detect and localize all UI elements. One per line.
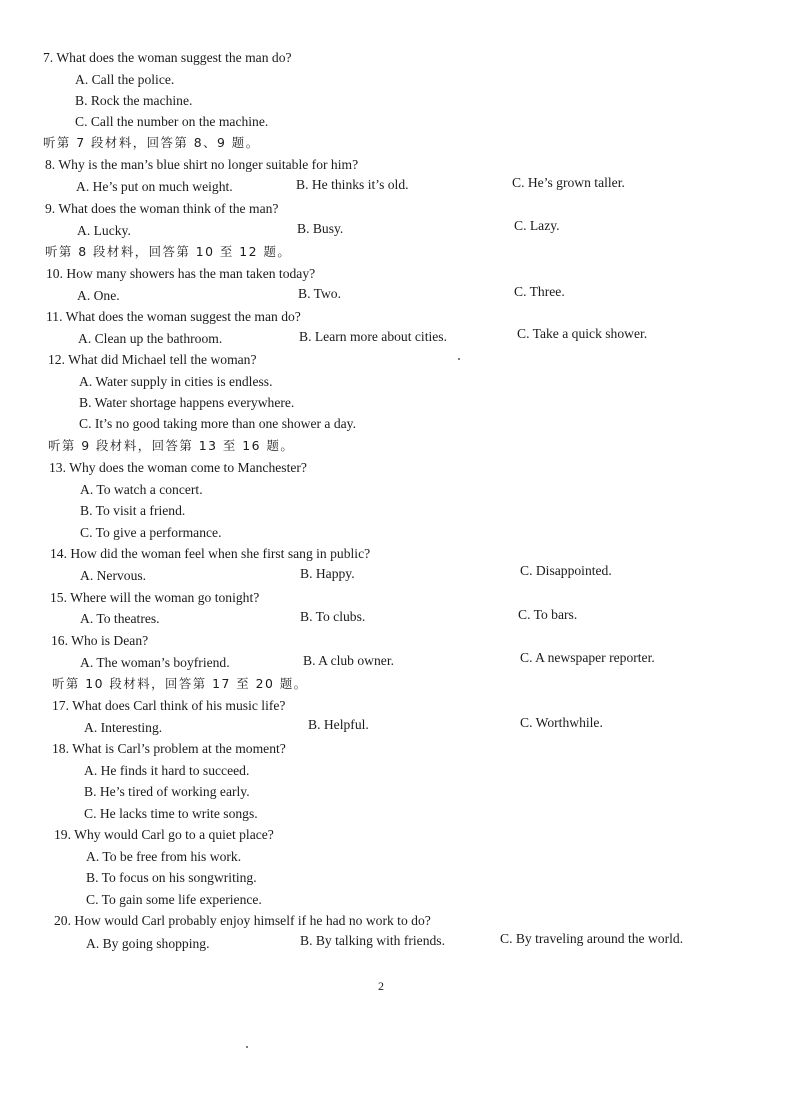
answer-option: B. Two. — [298, 286, 341, 301]
section-instruction: 听第 10 段材料，回答第 17 至 20 题。 — [52, 676, 308, 691]
answer-option: C. He’s grown taller. — [512, 175, 625, 190]
answer-option: C. To bars. — [518, 607, 578, 622]
answer-option: C. A newspaper reporter. — [520, 650, 655, 665]
answer-option: A. The woman’s boyfriend. — [80, 655, 230, 670]
answer-option: B. He thinks it’s old. — [296, 177, 409, 192]
answer-option: B. To clubs. — [300, 609, 366, 624]
question-stem: 8. Why is the man’s blue shirt no longer suitable for him? — [45, 157, 359, 172]
question-stem: 12. What did Michael tell the woman? — [48, 352, 257, 367]
answer-option: A. To watch a concert. — [80, 482, 203, 497]
scan-speck — [458, 358, 460, 360]
answer-option: A. Call the police. — [75, 72, 175, 87]
answer-option: B. Learn more about cities. — [299, 329, 447, 344]
question-stem: 7. What does the woman suggest the man do? — [43, 50, 292, 65]
question-stem: 16. Who is Dean? — [51, 633, 149, 648]
answer-option: B. Water shortage happens everywhere. — [79, 395, 295, 410]
question-stem: 14. How did the woman feel when she first sang in public? — [50, 546, 371, 561]
question-stem: 18. What is Carl’s problem at the moment? — [52, 741, 286, 756]
answer-option: B. By talking with friends. — [300, 933, 445, 948]
answer-option: B. Happy. — [300, 566, 355, 581]
answer-option: B. Busy. — [297, 221, 344, 236]
question-stem: 17. What does Carl think of his music life? — [52, 698, 286, 713]
answer-option: C. To gain some life experience. — [86, 892, 262, 907]
answer-option: B. To focus on his songwriting. — [86, 870, 257, 885]
answer-option: C. By traveling around the world. — [500, 931, 684, 946]
answer-option: C. It’s no good taking more than one shower a day. — [79, 416, 356, 431]
question-stem: 20. How would Carl probably enjoy himself if he had no work to do? — [54, 913, 431, 928]
answer-option: B. Helpful. — [308, 717, 369, 732]
answer-option: B. A club owner. — [303, 653, 395, 668]
answer-option: C. Three. — [514, 284, 565, 299]
question-stem: 19. Why would Carl go to a quiet place? — [54, 827, 274, 842]
question-stem: 10. How many showers has the man taken today? — [46, 266, 316, 281]
answer-option: A. To theatres. — [80, 611, 160, 626]
answer-option: A. Interesting. — [84, 720, 163, 735]
answer-option: C. He lacks time to write songs. — [84, 806, 258, 821]
section-instruction: 听第 8 段材料，回答第 10 至 12 题。 — [45, 244, 292, 259]
answer-option: A. He’s put on much weight. — [76, 179, 233, 194]
answer-option: C. Disappointed. — [520, 563, 612, 578]
section-instruction: 听第 9 段材料，回答第 13 至 16 题。 — [48, 438, 295, 453]
scan-speck — [246, 1046, 248, 1048]
section-instruction: 听第 7 段材料，回答第 8、9 题。 — [43, 135, 260, 150]
answer-option: C. Worthwhile. — [520, 715, 603, 730]
answer-option: C. Call the number on the machine. — [75, 114, 269, 129]
answer-option: A. Nervous. — [80, 568, 147, 583]
question-stem: 15. Where will the woman go tonight? — [50, 590, 260, 605]
question-stem: 11. What does the woman suggest the man do? — [46, 309, 301, 324]
answer-option: A. One. — [77, 288, 120, 303]
answer-option: A. Clean up the bathroom. — [78, 331, 223, 346]
question-stem: 13. Why does the woman come to Manchester? — [49, 460, 307, 475]
answer-option: C. Take a quick shower. — [517, 326, 648, 341]
page-number: 2 — [378, 979, 384, 993]
answer-option: A. He finds it hard to succeed. — [84, 763, 250, 778]
answer-option: C. Lazy. — [514, 218, 560, 233]
question-stem: 9. What does the woman think of the man? — [45, 201, 279, 216]
answer-option: A. To be free from his work. — [86, 849, 242, 864]
answer-option: B. Rock the machine. — [75, 93, 193, 108]
answer-option: A. Lucky. — [77, 223, 131, 238]
answer-option: B. To visit a friend. — [80, 503, 186, 518]
answer-option: C. To give a performance. — [80, 525, 222, 540]
answer-option: B. He’s tired of working early. — [84, 784, 250, 799]
answer-option: A. Water supply in cities is endless. — [79, 374, 273, 389]
answer-option: A. By going shopping. — [86, 936, 210, 951]
